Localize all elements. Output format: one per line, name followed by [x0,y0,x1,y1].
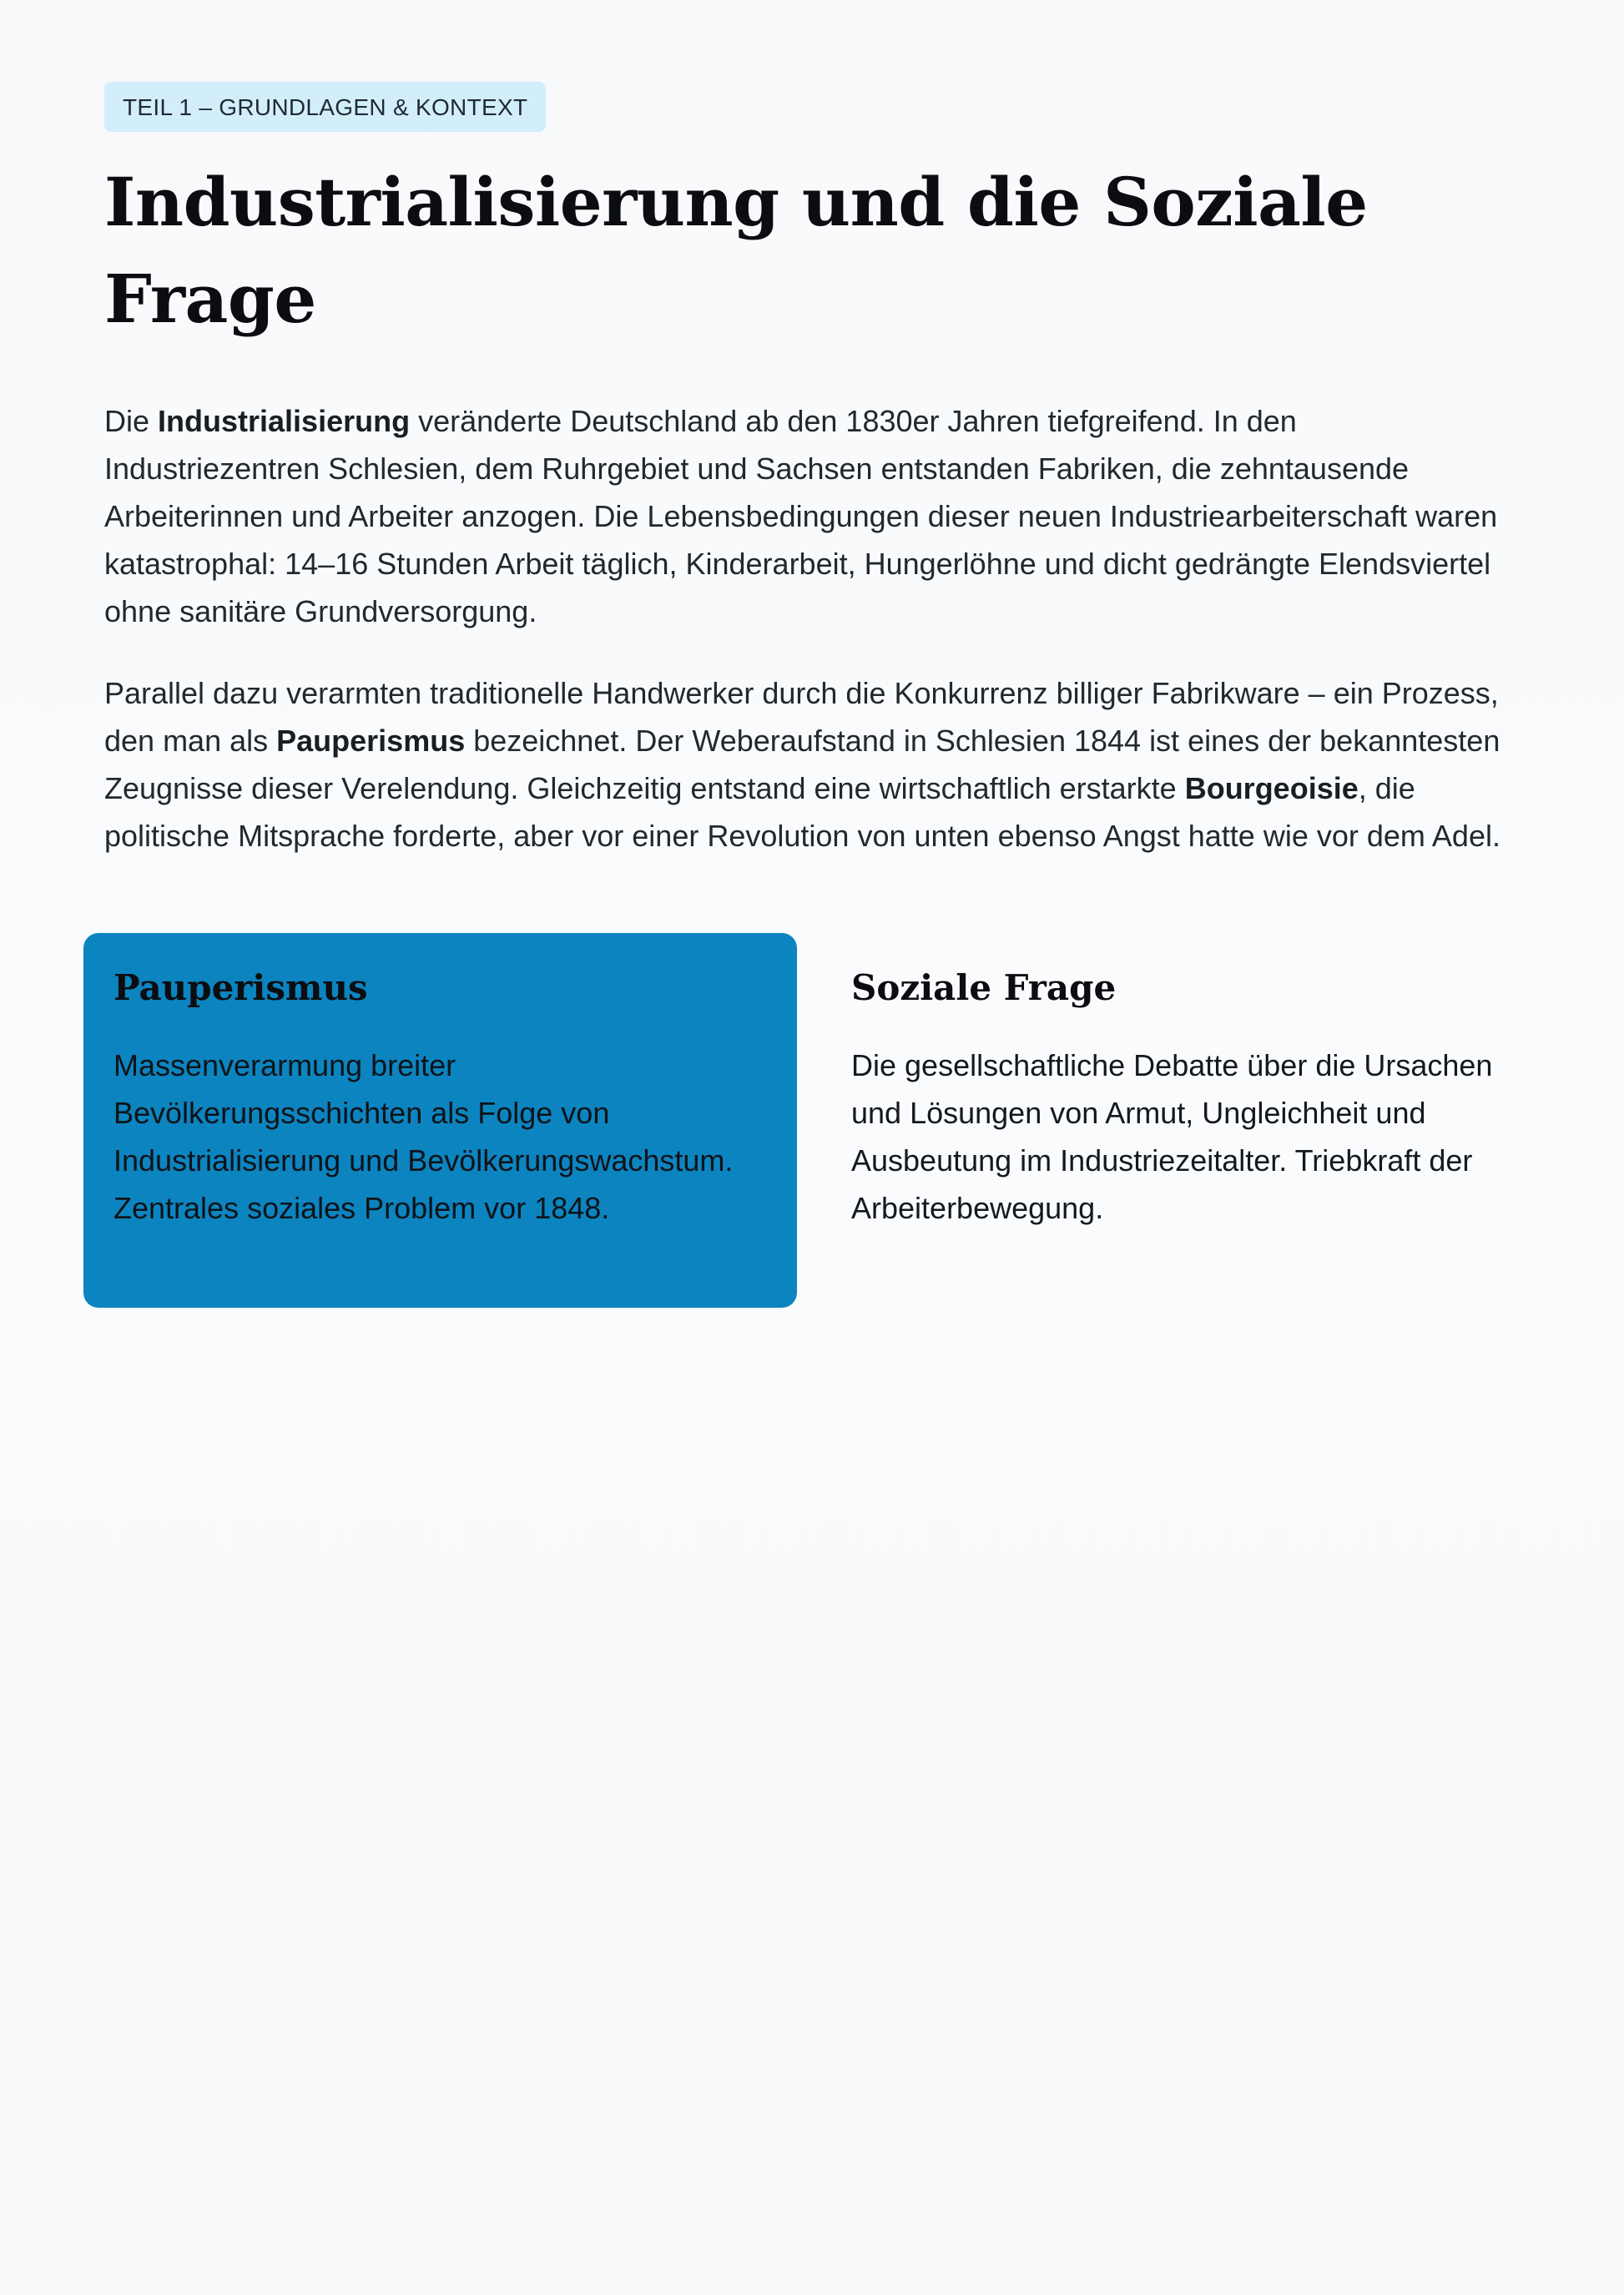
term-pauperismus: Pauperismus [276,723,466,758]
term-bourgeoisie: Bourgeoisie [1184,770,1359,805]
para1-text-start: Die [104,403,159,438]
section-badge: TEIL 1 – GRUNDLAGEN & KONTEXT [104,82,546,132]
para1-text-end: veränderte Deutschland ab den 1830er Jahren tiefgreifend. In den Industriezentren Schlesien, dem Ruhrgebiet und Sachsen entstanden Fabriken, die zehntausende Arbeiterinnen und Arbeiter anzogen. Die Lebensbedingungen dieser neuen Industriearbeiterschaft waren katastrophal: 14–16 Stunden Arbeit täglich, Kinderarbeit, Hungerlöhne und dicht gedrängte Elendsviertel ohne sanitäre Grundversorgung. [104,403,1498,628]
card-text: Massenverarmung breiter Bevölkerungsschichten als Folge von Industrialisierung und Bevölkerungswachstum. Zentrales soziales Problem vor 1848. [113,1048,734,1225]
definition-card-soziale-frage [821,933,1531,1308]
para2-text-1: Parallel dazu verarmten traditionelle Handwerker durch die Konkurrenz billiger Fabrikware – ein Prozess, den man als [104,675,1499,758]
card-title: Soziale Frage [851,967,1117,1008]
second-paragraph [104,669,1506,860]
definition-card-pauperismus [83,933,797,1308]
para2-text-3: , die politische Mitsprache forderte, aber vor einer Revolution von unten ebenso Angst hatte wie vor dem Adel. [104,770,1500,853]
page-title: Industrialisierung und die Soziale Frage [104,162,1368,338]
term-industrialisierung: Industrialisierung [158,403,411,438]
para2-text-2: bezeichnet. Der Weberaufstand in Schlesien 1844 ist eines der bekanntesten Zeugnisse dieser Verelendung. Gleichzeitig entstand eine wirtschaftlich erstarkte [104,723,1500,805]
card-text: Die gesellschaftliche Debatte über die Ursachen und Lösungen von Armut, Ungleichheit und Ausbeutung im Industriezeitalter. Triebkraft der Arbeiterbewegung. [851,1048,1493,1225]
intro-paragraph [104,397,1506,635]
definition-cards [83,933,1552,1309]
document-page [104,82,1523,860]
card-title: Pauperismus [113,967,368,1008]
